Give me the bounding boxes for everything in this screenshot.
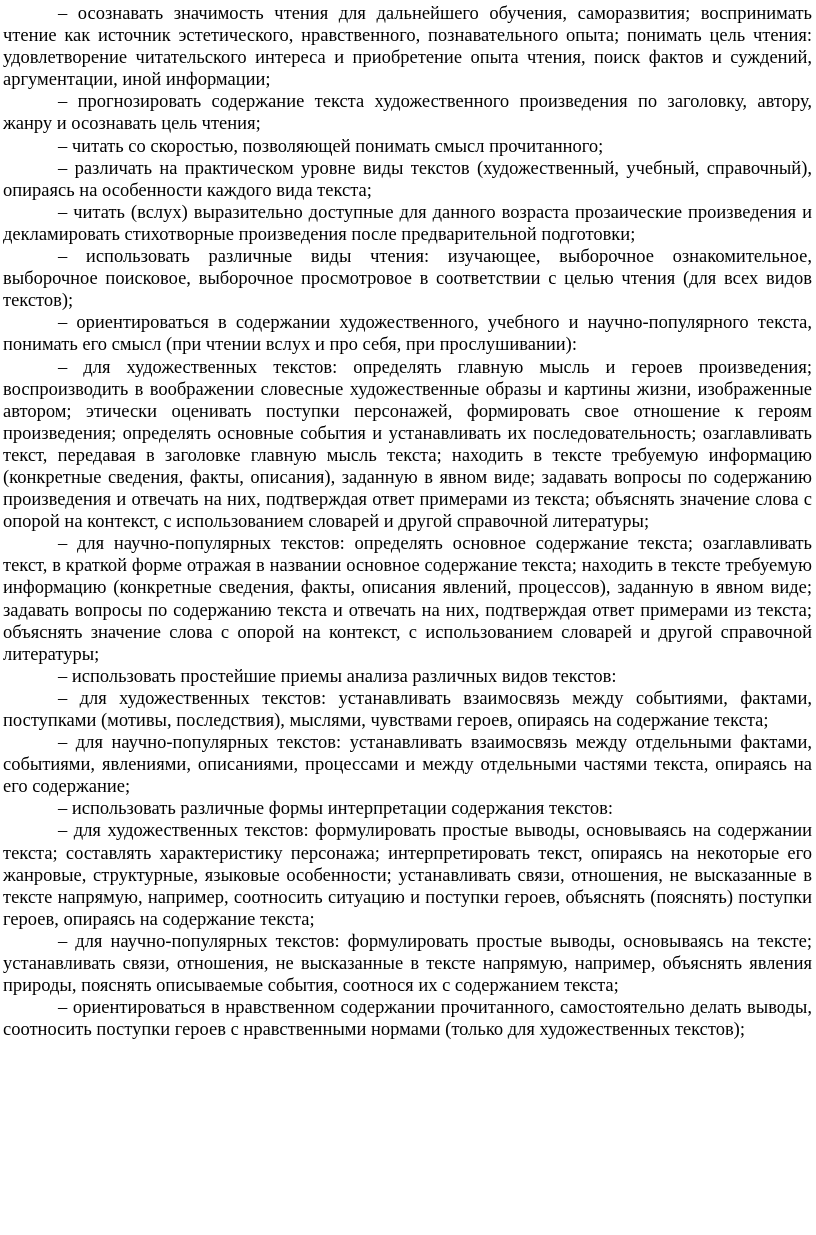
paragraph-reading-kinds: – использовать различные виды чтения: изучающее, выборочное ознакомительное, выборочное поисковое, выборочное просмотровое в соответствии с целью чтения (для всех видов текстов);	[3, 247, 812, 312]
paragraph-science-interpretation: – для научно-популярных текстов: формулировать простые выводы, основываясь на тексте; устанавливать связи, отношения, не высказанные в тексте напрямую, например, объяснять явления природы, пояснять описываемые события, соотнося их с содержанием текста;	[3, 931, 812, 997]
paragraph-text-types: – различать на практическом уровне виды текстов (художественный, учебный, справочный), опираясь на особенности каждого вида текста;	[3, 158, 812, 201]
paragraph-reading-significance: – осознавать значимость чтения для дальнейшего обучения, саморазвития; воспринимать чтение как источник эстетического, нравственного, познавательного опыта; понимать цель чтения: удовлетворение читательского интереса и приобретение опыта чтения, поиск фактов и суждений, аргументации, иной информации;	[3, 4, 812, 91]
paragraph-interpretation-forms: – использовать различные формы интерпретации содержания текстов:	[58, 799, 614, 820]
paragraph-analysis-techniques: – использовать простейшие приемы анализа различных видов текстов:	[58, 666, 617, 687]
paragraph-science-analysis: – для научно-популярных текстов: устанавливать взаимосвязь между отдельными фактами, событиями, явлениями, описаниями, процессами и между отдельными частями текста, опираясь на его содержание;	[3, 733, 812, 798]
paragraph-fiction-interpretation: – для художественных текстов: формулировать простые выводы, основываясь на содержании текста; составлять характеристику персонажа; интерпретировать текст, опираясь на некоторые его жанровые, структурные, языковые особенности; устанавливать связи, отношения, не высказанные в тексте напрямую, например, соотносить ситуацию и поступки героев, объяснять (пояснять) поступки героев, опираясь на содержание текста;	[3, 821, 812, 930]
paragraph-popular-science-texts: – для научно-популярных текстов: определять основное содержание текста; озаглавливать текст, в краткой форме отражая в названии основное содержание текста; находить в тексте требуемую информацию (конкретные сведения, факты, описания явлений, процессов), заданную в явном виде; задавать вопросы по содержанию текста и отвечать на них, подтверждая ответ примерами из текста; объяснять значение слова с опорой на контекст, с использованием словарей и другой справочной литературы;	[3, 534, 812, 665]
paragraph-content-orientation: – ориентироваться в содержании художественного, учебного и научно-популярного текста, понимать его смысл (при чтении вслух и про себя, при прослушивании):	[3, 313, 812, 356]
paragraph-moral-content: – ориентироваться в нравственном содержании прочитанного, самостоятельно делать выводы, соотносить поступки героев с нравственными нормами (только для художественных текстов);	[3, 998, 812, 1041]
paragraph-reading-speed: – читать со скоростью, позволяющей понимать смысл прочитанного;	[58, 136, 604, 157]
paragraph-predict-content: – прогнозировать содержание текста художественного произведения по заголовку, автору, жанру и осознавать цель чтения;	[3, 92, 812, 135]
paragraph-fiction-analysis: – для художественных текстов: устанавливать взаимосвязь между событиями, фактами, поступками (мотивы, последствия), мыслями, чувствами героев, опираясь на содержание текста;	[3, 688, 812, 731]
paragraph-expressive-reading: – читать (вслух) выразительно доступные для данного возраста прозаические произведения и декламировать стихотворные произведения после предварительной подготовки;	[3, 202, 812, 245]
paragraph-fiction-texts: – для художественных текстов: определять главную мысль и героев произведения; воспроизводить в воображении словесные художественные образы и картины жизни, изображенные автором; этически оценивать поступки персонажей, формировать свое отношение к героям произведения; определять основные события и устанавливать их последовательность; озаглавливать текст, передавая в заголовке главную мысль текста; находить в тексте требуемую информацию (конкретные сведения, факты, описания), заданную в явном виде; задавать вопросы по содержанию произведения и отвечать на них, подтверждая ответ примерами из текста; объяснять значение слова с опорой на контекст, с использованием словарей и другой справочной литературы;	[3, 357, 812, 533]
